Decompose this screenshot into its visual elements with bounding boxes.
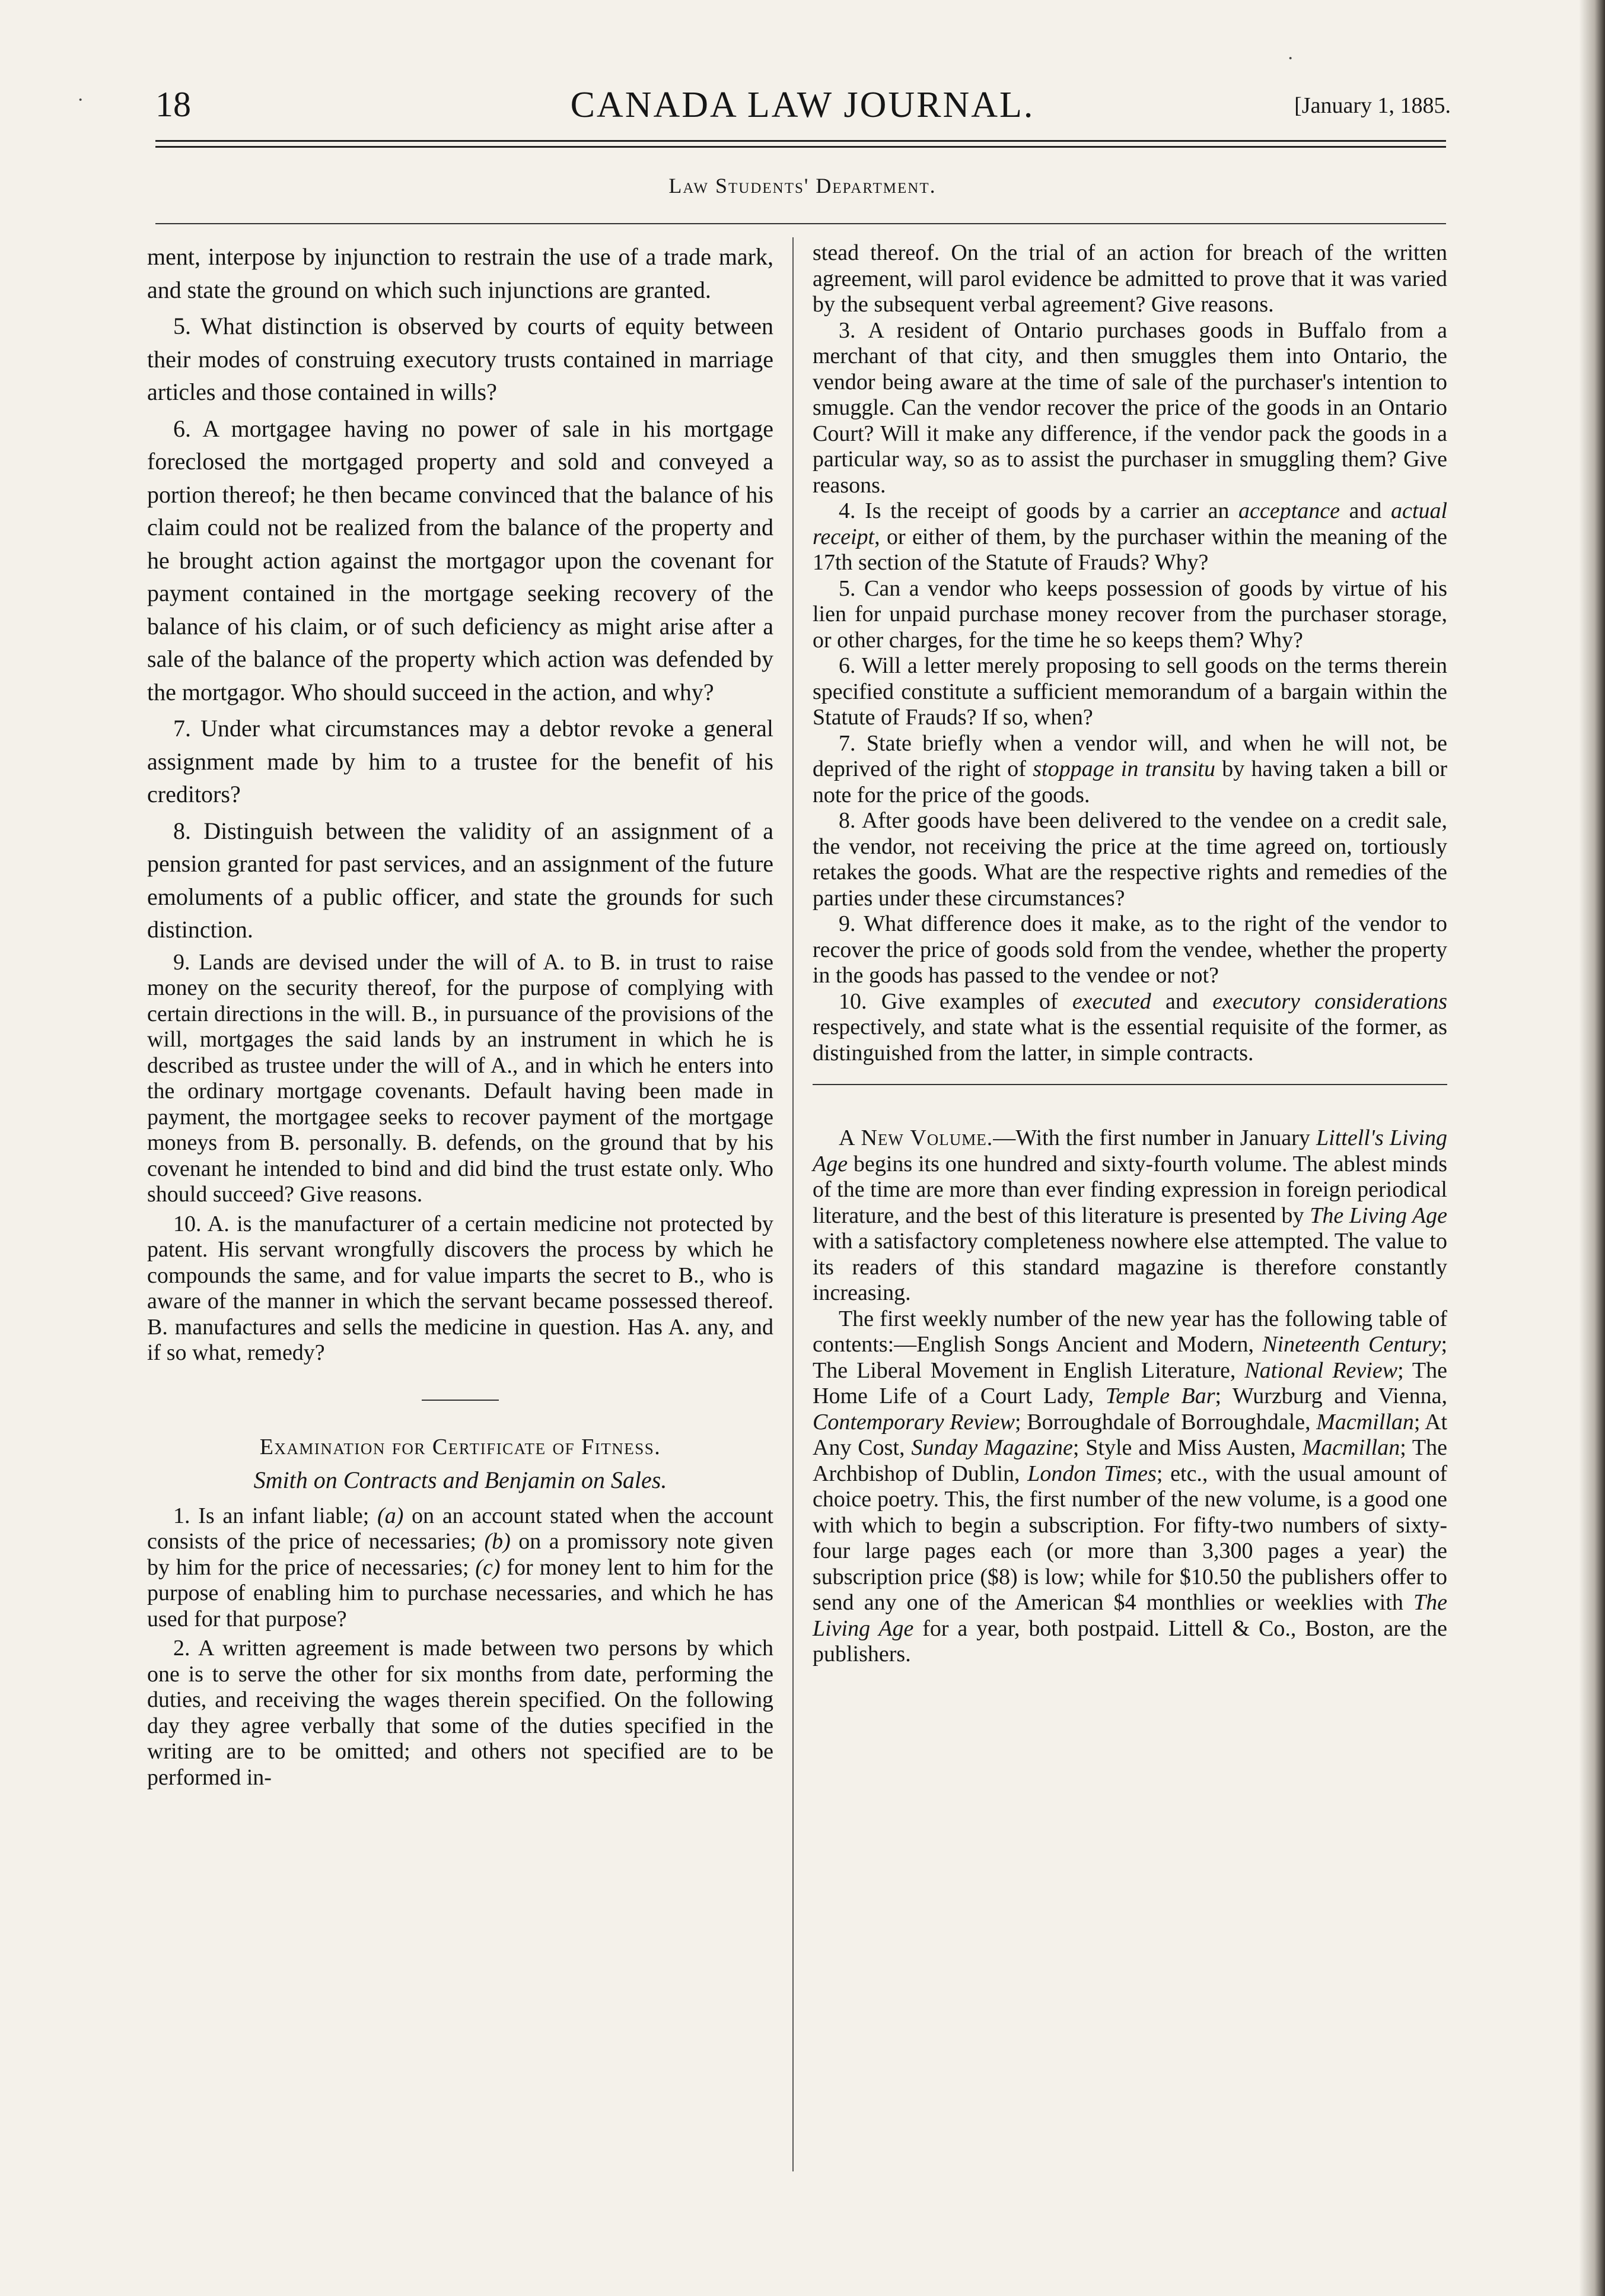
question-8: 8. Distinguish between the validity of an assignment of a pension granted for past services, and an assignment of the future emoluments of a public officer, and state the grounds for such distinction. <box>147 817 773 943</box>
journal-title: CANADA LAW JOURNAL. <box>570 85 1035 125</box>
header-rule-bottom <box>155 146 1446 148</box>
exam-question-7: 7. State briefly when a vendor will, and when he will not, be deprived of the right of stoppage in transitu by having taken a bill or note for the price of the goods. <box>813 730 1447 807</box>
exam-question-2: 2. A written agreement is made between two persons by which one is to serve the other for six months from date, performing the duties, and receiving the wages therein specified. On the following day they agree verbally that some of the duties specified in the writing are to be omitted; and others not specified are to be performed in- <box>147 1636 773 1790</box>
exam-question-3: 3. A resident of Ontario purchases goods in Buffalo from a merchant of that city, and then smuggles them into Ontario, the vendor being aware at the time of sale of the purchaser's intention to smuggle. Can the vendor recover the price of the goods in an Ontario Court? Will it make any difference, if the vendor pack the goods in a particular way, so as to assist the purchaser in smuggling them? Give reasons. <box>813 317 1447 498</box>
question-9: 9. Lands are devised under the will of A. to B. in trust to raise money on the security thereof, for the purpose of complying with certain directions in the will. B., in pursuance of the provisions of the will, mortgages the said lands by an instrument in which he is described as trustee under the will of A., and in which he enters into the ordinary mortgage covenants. Default having been made in payment, the mortgagee seeks to recover payment of the mortgage moneys from B. personally. B. defends, on the ground that by his covenant he intended to bind and did bind the trust estate only. Who should succeed? Give reasons. <box>147 949 773 1207</box>
new-volume-notice: A New Volume.—With the first number in January Littell's Living Age begins its one hundred and sixty-fourth volume. The ablest minds of the time are more than ever finding expression in foreign periodical literature, and the best of this literature is presented by The Living Age with a satisfactory completeness nowhere else attempted. The value to its readers of this standard magazine is therefore constantly increasing. <box>813 1125 1448 1305</box>
right-column <box>813 240 1447 2165</box>
exam-question-6: 6. Will a letter merely proposing to sell goods on the terms therein specified constitute a sufficient memorandum of a bargain within the Statute of Frauds? If so, when? <box>813 653 1447 730</box>
exam-question-10: 10. Give examples of executed and executory considerations respectively, and state what is the essential requisite of the former, as distinguished from the latter, in simple contracts. <box>813 988 1447 1066</box>
question-6: 6. A mortgagee having no power of sale in his mortgage foreclosed the mortgaged property and sold and conveyed a portion thereof; he then became convinced that the balance of his claim could not be realized from the balance of the property and he brought action against the mortgagor upon the covenant for payment contained in the mortgage seeking recovery of the balance of his claim, or of such deficiency as might arise after a sale of the balance of the property which action was defended by the mortgagor. Who should succeed in the action, and why? <box>147 415 773 705</box>
header-rule-top <box>155 140 1446 142</box>
exam-heading: Examination for Certificate of Fitness. <box>259 1434 661 1459</box>
exam-question-8: 8. After goods have been delivered to the vendee on a credit sale, the vendor, not receiving the price at the time agreed on, tortiously retakes the goods. What are the respective rights and remedies of the parties under these circumstances? <box>813 808 1447 911</box>
contents-paragraph: The first weekly number of the new year has the following table of contents:—English Songs Ancient and Modern, Nineteenth Century; The Liberal Movement in English Literature, National Review; The Home Life of a Court Lady, Temple Bar; Wurzburg and Vienna, Contemporary Review; Borroughdale of Borroughdale, Macmillan; At Any Cost, Sunday Magazine; Style and Miss Austen, Macmillan; The Archbishop of Dublin, London Times; etc., with the usual amount of choice poetry. This, the first number of the new volume, is a good one with which to begin a subscription. For fifty-two numbers of sixty-four large pages each (or more than 3,300 pages a year) the subscription price ($8) is low; while for $10.50 the publishers offer to send any one of the American $4 monthlies or weeklies with The Living Age for a year, both postpaid. Littell & Co., Boston, are the publishers. <box>813 1306 1448 1667</box>
question-7: 7. Under what circumstances may a debtor revoke a general assignment made by him to a trustee for the benefit of his creditors? <box>147 715 773 807</box>
running-header <box>0 84 1605 132</box>
issue-date: [January 1, 1885. <box>1294 93 1451 118</box>
question-5: 5. What distinction is observed by courts of equity between their modes of construing executory trusts contained in marriage articles and those contained in wills? <box>147 313 773 405</box>
margin-speck: · <box>77 89 84 111</box>
exam-question-1: 1. Is an infant liable; (a) on an account stated when the account consists of the price of necessaries; (b) on a promissory note given by him for the price of necessaries; (c) for money lent to him for the purpose of enabling him to purchase necessaries, and which he has used for that purpose? <box>147 1503 773 1632</box>
section-rule <box>422 1400 499 1401</box>
binding-edge <box>1579 0 1605 2296</box>
exam-question-5: 5. Can a vendor who keeps possession of goods by virtue of his lien for unpaid purchase money recover from the purchaser storage, or other charges, for the time he so keeps them? Why? <box>813 575 1447 653</box>
new-volume-heading: A New Volume. <box>839 1125 993 1150</box>
column-divider <box>792 237 794 2171</box>
left-column <box>147 240 773 2165</box>
exam-question-4: 4. Is the receipt of goods by a carrier an acceptance and actual receipt, or either of them, by the purchaser within the meaning of the 17th section of the Statute of Frauds? Why? <box>813 498 1447 575</box>
department-title: Law Students' Department. <box>668 174 937 198</box>
exam-question-2-continued: stead thereof. On the trial of an action for breach of the written agreement, will parol evidence be admitted to prove that it was varied by the subsequent verbal agreement? Give reasons. <box>813 240 1447 317</box>
margin-speck: · <box>1287 47 1294 69</box>
exam-subheading: Smith on Contracts and Benjamin on Sales. <box>253 1466 667 1493</box>
question-intro: ment, interpose by injunction to restrain the use of a trade mark, and state the ground on which such injunctions are granted. <box>147 243 773 303</box>
question-10: 10. A. is the manufacturer of a certain medicine not protected by patent. His servant wrongfully discovers the process by which he compounds the same, and for value imparts the secret to B., who is aware of the manner in which the servant became possessed thereof. B. manufactures and sells the medicine in question. Has A. any, and if so what, remedy? <box>147 1211 773 1365</box>
section-rule-right <box>813 1084 1447 1085</box>
page-number: 18 <box>155 85 191 124</box>
exam-question-9: 9. What difference does it make, as to the right of the vendor to recover the price of goods sold from the vendee, whether the property in the goods has passed to the vendee or not? <box>813 911 1447 988</box>
department-rule <box>155 223 1446 224</box>
